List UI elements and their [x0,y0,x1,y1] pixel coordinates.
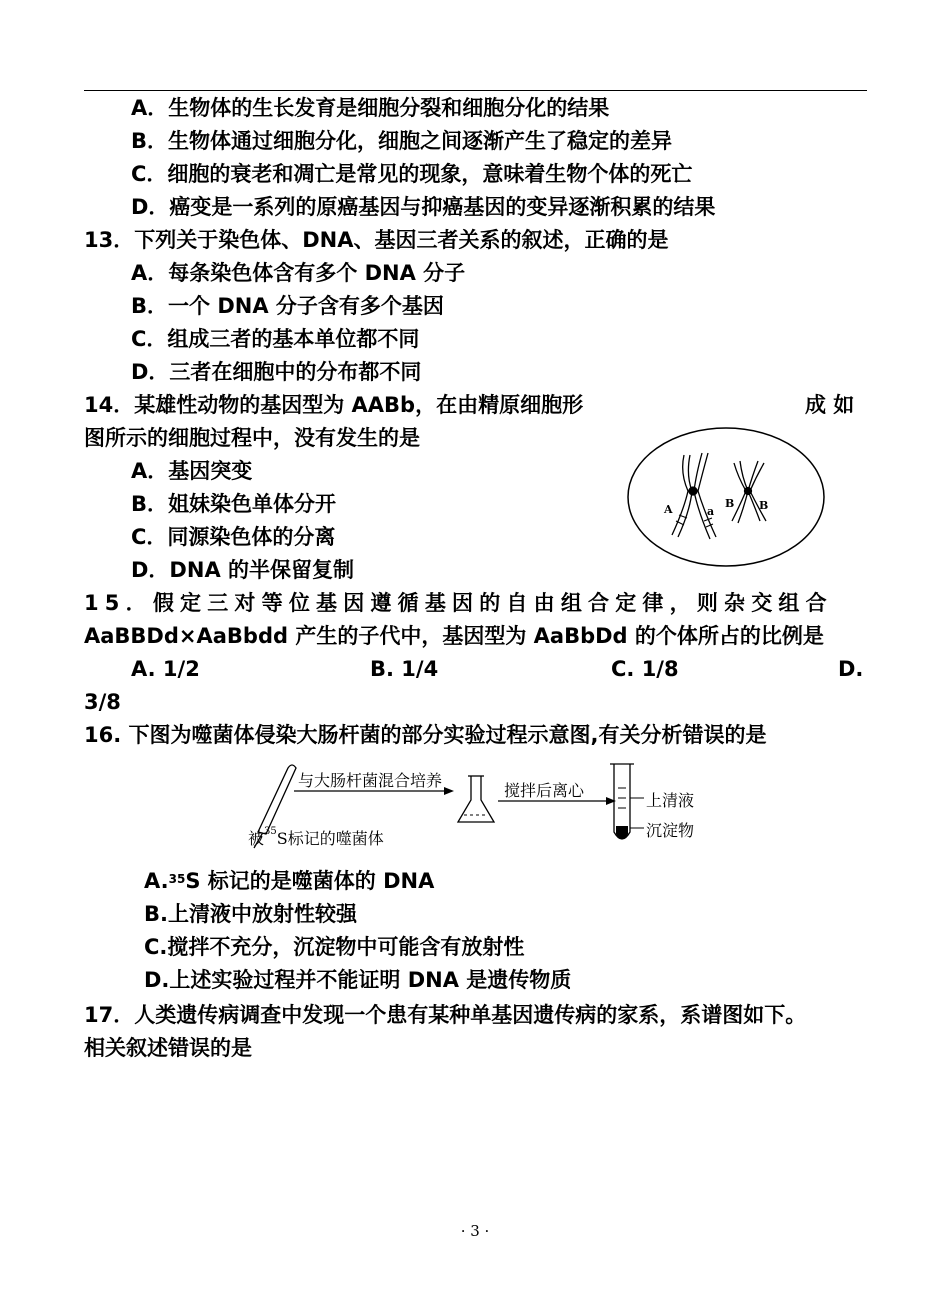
phage-label-suffix: S标记的噬菌体 [276,829,384,848]
q14-stem-line2: 图所示的细胞过程中，没有发生的是 [84,426,420,450]
q13-option-b: B．一个 DNA 分子含有多个基因 [131,294,444,318]
step2-label: 搅拌后离心 [504,781,585,800]
label-B-left: B [725,497,735,510]
header-rule [84,90,867,91]
q16-option-a-text: S 标记的是噬菌体的 DNA [185,869,435,893]
phage-experiment-diagram [248,760,718,856]
phage-label-prefix: 被 [248,829,265,848]
q15-option-b: B. 1/4 [370,657,439,681]
q13-option-a: A．每条染色体含有多个 DNA 分子 [131,261,466,285]
page-number: · 3 · [460,1222,490,1240]
label-a: a [707,505,715,518]
q15-option-d-label: D. [838,657,864,681]
q16-option-c: C.搅拌不充分，沉淀物中可能含有放射性 [144,935,525,959]
sediment-label: 沉淀物 [646,821,695,840]
q16-option-d: D.上述实验过程并不能证明 DNA 是遗传物质 [144,968,572,992]
q16-option-a [144,867,434,895]
q16-option-b: B.上清液中放射性较强 [144,902,357,926]
phage-label-sup: 35 [264,826,277,837]
q12-option-d: D．癌变是一系列的原癌基因与抑癌基因的变异逐渐积累的结果 [131,195,716,219]
q14-stem-end: 成 如 [805,393,855,417]
q17-stem-line2: 相关叙述错误的是 [84,1036,252,1060]
q15-stem-line1: 15．假定三对等位基因遵循基因的自由组合定律，则杂交组合 [84,591,833,615]
q14-option-b: B．姐妹染色单体分开 [131,492,337,516]
q13-option-c: C．组成三者的基本单位都不同 [131,327,420,351]
q16-option-a-sup: 35 [168,872,186,886]
supernatant-label: 上清液 [646,791,695,810]
q14-option-c: C．同源染色体的分离 [131,525,336,549]
q15-stem-line2: AaBBDd×AaBbdd 产生的子代中，基因型为 AaBbDd 的个体所占的比例是 [84,624,824,648]
q13-option-d: D．三者在细胞中的分布都不同 [131,360,422,384]
q15-option-c: C. 1/8 [611,657,679,681]
label-B-right: B [759,499,769,512]
q13-stem: 13．下列关于染色体、DNA、基因三者关系的叙述，正确的是 [84,228,669,252]
q12-option-b: B．生物体通过细胞分化，细胞之间逐渐产生了稳定的差异 [131,129,673,153]
label-A: A [664,503,673,516]
q14-stem: 14．某雄性动物的基因型为 AABb，在由精原细胞形 [84,393,584,417]
q16-stem: 16. 下图为噬菌体侵染大肠杆菌的部分实验过程示意图,有关分析错误的是 [84,723,767,747]
q17-stem-line1: 17．人类遗传病调查中发现一个患有某种单基因遗传病的家系，系谱图如下。 [84,1003,807,1027]
q12-option-c: C．细胞的衰老和凋亡是常见的现象，意味着生物个体的死亡 [131,162,693,186]
q14-option-a: A．基因突变 [131,459,253,483]
cell-diagram [624,425,828,570]
q15-option-d-value: 3/8 [84,690,121,714]
q16-option-a-prefix: A. [144,869,169,893]
q15-option-a: A. 1/2 [131,657,200,681]
step1-label: 与大肠杆菌混合培养 [298,771,443,790]
q14-option-d: D．DNA 的半保留复制 [131,558,355,582]
q12-option-a: A．生物体的生长发育是细胞分裂和细胞分化的结果 [131,96,610,120]
phage-label [248,826,384,849]
